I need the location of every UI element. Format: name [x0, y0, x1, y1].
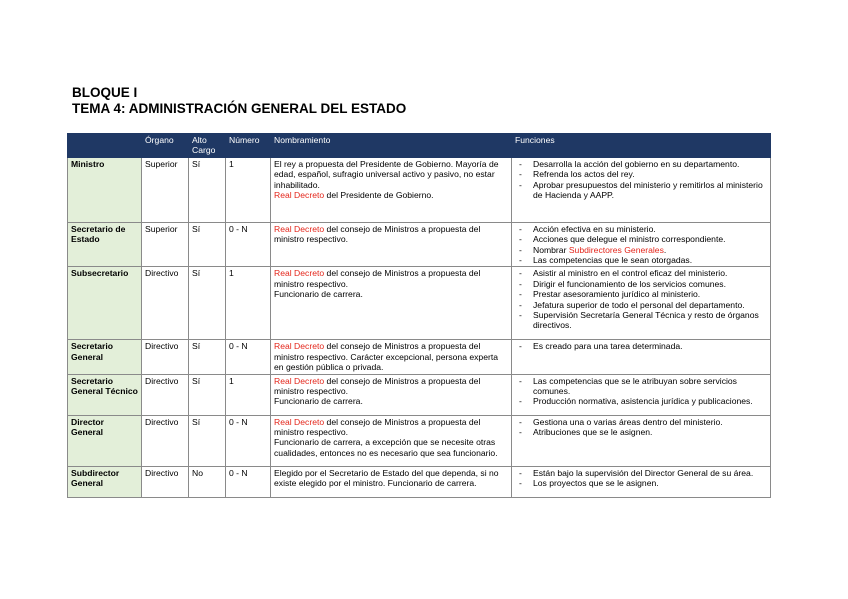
funcion-text: Los proyectos que se le asignen. — [533, 478, 659, 489]
funcion-text: Producción normativa, asistencia jurídica y publicaciones. — [533, 396, 753, 407]
alto-cargo-cell: Sí — [189, 222, 226, 267]
column-header-organo: Órgano — [142, 134, 189, 158]
numero-cell: 1 — [226, 157, 271, 222]
alto-cargo-cell: Sí — [189, 415, 226, 466]
funcion-text: Acciones que delegue el ministro correspondiente. — [533, 234, 726, 245]
table-row — [68, 340, 771, 374]
role-cell: Secretario de Estado — [68, 222, 142, 267]
funcion-item — [515, 427, 767, 437]
nombramiento-highlight: Real Decreto — [274, 416, 325, 427]
nombramiento-text: del consejo de Ministros a propuesta del ministro respectivo. — [274, 268, 481, 289]
nombramiento-text: del Presidente de Gobierno. — [324, 190, 434, 201]
nombramiento-text: del consejo de Ministros a propuesta del ministro respectivo. — [274, 416, 481, 438]
funcion-item — [515, 310, 767, 331]
organo-cell: Directivo — [142, 466, 189, 497]
funcion-item — [515, 245, 767, 255]
funcion-text: Jefatura superior de todo el personal del departamento. — [533, 299, 745, 310]
funciones-list — [515, 341, 767, 351]
funcion-text: Atribuciones que se le asignen. — [533, 427, 653, 438]
nombramiento-text: Elegido por el Secretario de Estado del que dependa, si no existe elegido por el ministro. Funcionario de carrera. — [274, 467, 499, 489]
table-row — [68, 415, 771, 466]
organo-cell: Directivo — [142, 374, 189, 415]
funcion-text: Supervisión Secretaría General Técnica y resto de órganos directivos. — [533, 310, 759, 331]
funcion-text: Refrenda los actos del rey. — [533, 169, 635, 180]
alto-cargo-cell: Sí — [189, 267, 226, 340]
funcion-item — [515, 180, 767, 201]
nombramiento-highlight: Real Decreto — [274, 223, 325, 234]
funcion-text: Están bajo la supervisión del Director General de su área. — [533, 467, 754, 478]
numero-cell: 0 - N — [226, 222, 271, 267]
role-cell: Secretario General Técnico — [68, 374, 142, 415]
nombramiento-text: Funcionario de carrera. — [274, 396, 363, 407]
numero-cell: 0 - N — [226, 340, 271, 374]
nombramiento-highlight: Real Decreto — [274, 268, 325, 279]
nombramiento-cell — [271, 340, 512, 374]
funciones-list — [515, 224, 767, 266]
funciones-list — [515, 376, 767, 407]
funcion-text: Gestiona una o varias áreas dentro del ministerio. — [533, 416, 723, 427]
funcion-item — [515, 279, 767, 289]
funcion-text: Las competencias que le sean otorgadas. — [533, 255, 693, 266]
funcion-item — [515, 169, 767, 179]
funcion-item — [515, 159, 767, 169]
column-header-nombramiento: Nombramiento — [271, 134, 512, 158]
funcion-item — [515, 224, 767, 234]
funciones-cell — [512, 267, 771, 340]
funcion-item — [515, 268, 767, 278]
funcion-item — [515, 234, 767, 244]
funcion-text: Asistir al ministro en el control eficaz del ministerio. — [533, 268, 728, 279]
funciones-cell — [512, 466, 771, 497]
nombramiento-text: del consejo de Ministros a propuesta del ministro respectivo. — [274, 375, 481, 397]
nombramiento-text: del consejo de Ministros a propuesta del ministro respectivo. Carácter excepcional, persona experta en gestión pública o privada. — [274, 341, 499, 373]
column-header-role — [68, 134, 142, 158]
funciones-cell — [512, 415, 771, 466]
role-cell: Secretario General — [68, 340, 142, 374]
nombramiento-text: Funcionario de carrera, a excepción que se necesite otras cualidades, entonces no es necesario que sea funcionario. — [274, 437, 498, 458]
funcion-text: Acción efectiva en su ministerio. — [533, 223, 656, 234]
nombramiento-highlight: Real Decreto — [274, 375, 325, 386]
numero-cell: 1 — [226, 374, 271, 415]
numero-cell: 0 - N — [226, 415, 271, 466]
numero-cell: 0 - N — [226, 466, 271, 497]
numero-cell: 1 — [226, 267, 271, 340]
role-cell: Director General — [68, 415, 142, 466]
funcion-highlight: Subdirectores Generales — [568, 244, 664, 255]
nombramiento-highlight: Real Decreto — [274, 341, 325, 352]
nombramiento-text: El rey a propuesta del Presidente de Gobierno. Mayoría de edad, español, sufragio universal activo y pasivo, no estar inhabilitado. — [274, 158, 499, 190]
nombramiento-cell — [271, 267, 512, 340]
column-header-numero: Número — [226, 134, 271, 158]
alto-cargo-cell: No — [189, 466, 226, 497]
funcion-item — [515, 300, 767, 310]
funcion-text: Las competencias que se le atribuyan sobre servicios comunes. — [533, 375, 737, 397]
organo-cell: Directivo — [142, 267, 189, 340]
funcion-item — [515, 289, 767, 299]
nombramiento-cell — [271, 415, 512, 466]
table-row — [68, 466, 771, 497]
column-header-alto-cargo: Alto Cargo — [189, 134, 226, 158]
table-header-row — [68, 134, 771, 158]
table-row — [68, 157, 771, 222]
funciones-list — [515, 417, 767, 438]
funcion-text: Aprobar presupuestos del ministerio y remitirlos al ministerio de Hacienda y AAPP. — [533, 179, 763, 201]
alto-cargo-cell: Sí — [189, 340, 226, 374]
organo-cell: Directivo — [142, 415, 189, 466]
nombramiento-highlight: Real Decreto — [274, 190, 325, 201]
alto-cargo-cell: Sí — [189, 157, 226, 222]
funcion-item — [515, 376, 767, 397]
nombramiento-text: Funcionario de carrera. — [274, 289, 363, 300]
nombramiento-text: del consejo de Ministros a propuesta del ministro respectivo. — [274, 223, 481, 245]
role-cell: Subsecretario — [68, 267, 142, 340]
organo-cell: Superior — [142, 157, 189, 222]
funcion-text: Desarrolla la acción del gobierno en su departamento. — [533, 158, 740, 169]
funcion-item — [515, 478, 767, 488]
funcion-text: . — [663, 244, 667, 255]
funcion-text: Prestar asesoramiento jurídico al ministerio. — [533, 289, 701, 300]
funcion-text: Es creado para una tarea determinada. — [533, 341, 683, 352]
funciones-list — [515, 159, 767, 201]
funcion-text: Nombrar — [533, 244, 569, 255]
nombramiento-cell — [271, 157, 512, 222]
funciones-cell — [512, 157, 771, 222]
column-header-funciones: Funciones — [512, 134, 771, 158]
organo-cell: Superior — [142, 222, 189, 267]
funciones-cell — [512, 340, 771, 374]
nombramiento-cell — [271, 222, 512, 267]
role-cell: Subdirector General — [68, 466, 142, 497]
block-title: BLOQUE I — [72, 85, 138, 100]
nombramiento-cell — [271, 374, 512, 415]
funcion-item — [515, 396, 767, 406]
funciones-cell — [512, 222, 771, 267]
funcion-item — [515, 468, 767, 478]
funciones-cell — [512, 374, 771, 415]
funcion-item — [515, 341, 767, 351]
table-body — [68, 157, 771, 497]
funcion-item — [515, 417, 767, 427]
role-cell: Ministro — [68, 157, 142, 222]
table-row — [68, 267, 771, 340]
organs-table — [67, 133, 771, 498]
funcion-text: Dirigir el funcionamiento de los servicios comunes. — [533, 278, 726, 289]
table-row — [68, 374, 771, 415]
nombramiento-cell — [271, 466, 512, 497]
organo-cell: Directivo — [142, 340, 189, 374]
table-row — [68, 222, 771, 267]
funciones-list — [515, 468, 767, 489]
alto-cargo-cell: Sí — [189, 374, 226, 415]
funciones-list — [515, 268, 767, 330]
funcion-item — [515, 255, 767, 265]
document-heading — [72, 85, 406, 117]
topic-title: TEMA 4: ADMINISTRACIÓN GENERAL DEL ESTADO — [72, 101, 407, 116]
